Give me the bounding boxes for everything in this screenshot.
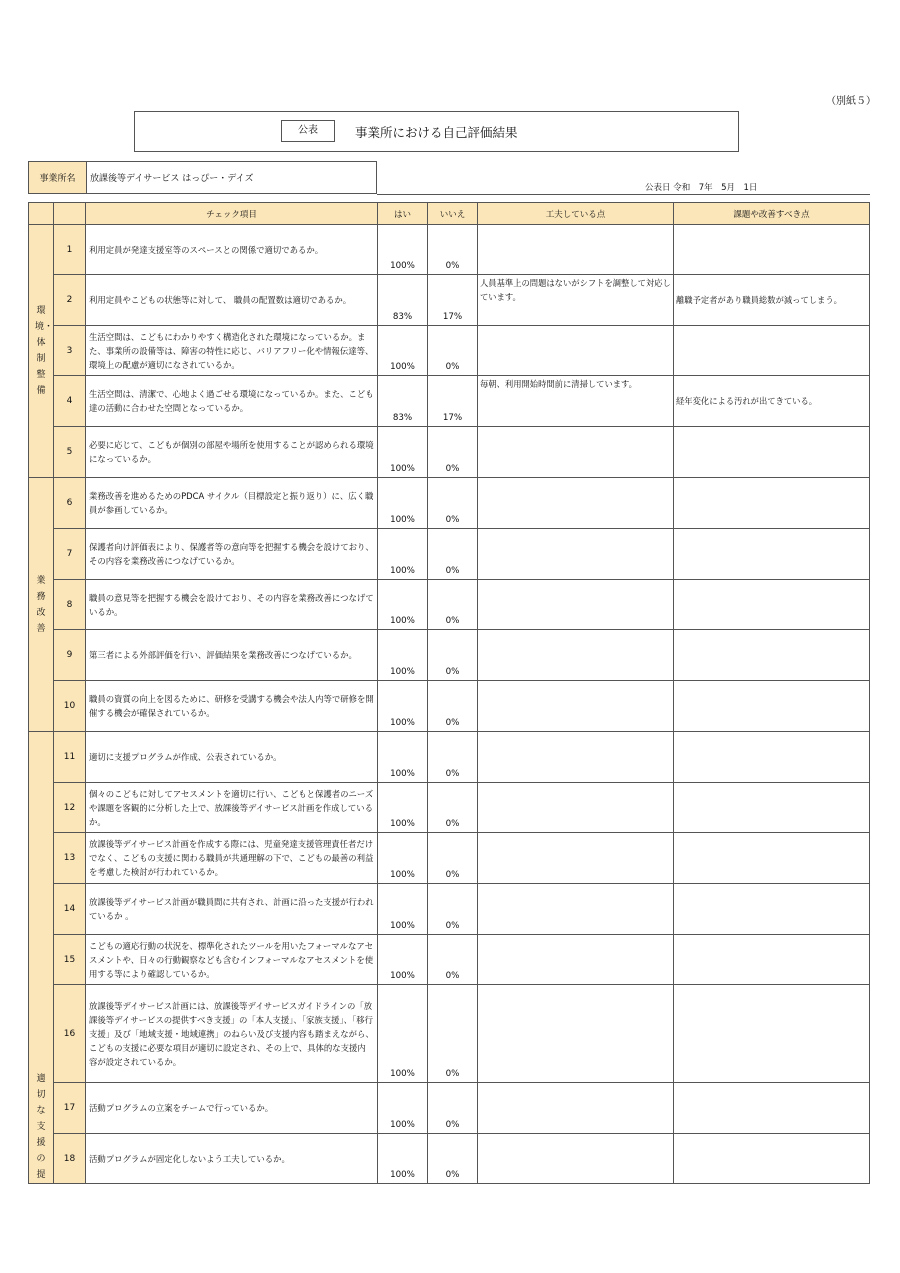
issue-note	[674, 225, 870, 275]
check-item-text: 職員の資質の向上を図るために、研修を受講する機会や法人内等で研修を開催する機会が確保されているか。	[86, 681, 378, 732]
no-percent: 0%	[428, 478, 478, 529]
check-item-text: 放課後等デイサービス計画が職員間に共有され、計画に沿った支援が行われているか 。	[86, 884, 378, 935]
effort-note	[478, 1134, 674, 1184]
header-issue: 課題や改善すべき点	[674, 203, 870, 225]
check-item-text: 活動プログラムの立案をチームで行っているか。	[86, 1083, 378, 1134]
row-number: 5	[54, 427, 86, 478]
publish-date: 公表日 令和 7年 5月 1日	[645, 183, 758, 193]
check-item-text: 保護者向け評価表により、保護者等の意向等を把握する機会を設けており、その内容を業務改善につなげているか。	[86, 529, 378, 580]
check-item-text: 活動プログラムが固定化しないよう工夫しているか。	[86, 1134, 378, 1184]
no-percent: 0%	[428, 833, 478, 884]
issue-note: 経年変化による汚れが出てきている。	[674, 376, 870, 427]
effort-note	[478, 985, 674, 1083]
row-number: 10	[54, 681, 86, 732]
yes-percent: 100%	[378, 732, 428, 783]
row-number: 18	[54, 1134, 86, 1184]
issue-note	[674, 326, 870, 376]
yes-percent: 83%	[378, 275, 428, 326]
issue-note	[674, 884, 870, 935]
publish-date-underline	[377, 194, 870, 195]
no-percent: 17%	[428, 376, 478, 427]
effort-note	[478, 630, 674, 681]
issue-note	[674, 783, 870, 833]
no-percent: 0%	[428, 935, 478, 985]
yes-percent: 100%	[378, 681, 428, 732]
category-cell	[29, 225, 54, 478]
table-row	[29, 529, 870, 580]
issue-note	[674, 1134, 870, 1184]
yes-percent: 100%	[378, 630, 428, 681]
check-item-text: 業務改善を進めるためのPDCA サイクル（目標設定と振り返り）に、広く職員が参画しているか。	[86, 478, 378, 529]
row-number: 11	[54, 732, 86, 783]
effort-note	[478, 427, 674, 478]
check-item-text: 生活空間は、清潔で、心地よく過ごせる環境になっているか。また、こども達の活動に合わせた空間となっているか。	[86, 376, 378, 427]
no-percent: 17%	[428, 275, 478, 326]
yes-percent: 100%	[378, 935, 428, 985]
check-item-text: 放課後等デイサービス計画を作成する際には、児童発達支援管理責任者だけでなく、こどもの支援に関わる職員が共通理解の下で、こどもの最善の利益を考慮した検討が行われているか。	[86, 833, 378, 884]
check-item-text: 必要に応じて、こどもが個別の部屋や場所を使用することが認められる環境になっているか。	[86, 427, 378, 478]
yes-percent: 100%	[378, 427, 428, 478]
issue-note	[674, 732, 870, 783]
table-header-row	[29, 203, 870, 225]
row-number: 16	[54, 985, 86, 1083]
yes-percent: 100%	[378, 833, 428, 884]
effort-note	[478, 478, 674, 529]
no-percent: 0%	[428, 732, 478, 783]
table-row	[29, 833, 870, 884]
table-row	[29, 580, 870, 630]
document-title: 事業所における自己評価結果	[355, 125, 518, 140]
issue-note	[674, 427, 870, 478]
row-number: 12	[54, 783, 86, 833]
header-effort: 工夫している点	[478, 203, 674, 225]
office-name-table	[28, 161, 377, 194]
row-number: 3	[54, 326, 86, 376]
effort-note	[478, 833, 674, 884]
office-label: 事業所名	[29, 162, 87, 193]
effort-note	[478, 225, 674, 275]
header-category	[29, 203, 54, 225]
table-row	[29, 275, 870, 326]
row-number: 6	[54, 478, 86, 529]
effort-note	[478, 884, 674, 935]
issue-note	[674, 580, 870, 630]
table-row	[29, 630, 870, 681]
row-number: 15	[54, 935, 86, 985]
effort-note	[478, 783, 674, 833]
category-label: 適切な支援の提	[36, 1074, 46, 1180]
issue-note	[674, 478, 870, 529]
category-label: 業務改善	[36, 575, 46, 634]
no-percent: 0%	[428, 985, 478, 1083]
row-number: 9	[54, 630, 86, 681]
yes-percent: 100%	[378, 225, 428, 275]
effort-note	[478, 732, 674, 783]
no-percent: 0%	[428, 1083, 478, 1134]
effort-note: 毎朝、利用開始時間前に清掃しています。	[478, 376, 674, 427]
category-label: 環境・体制整備	[35, 306, 54, 396]
check-item-text: 適切に支援プログラムが作成、公表されているか。	[86, 732, 378, 783]
table-row	[29, 935, 870, 985]
no-percent: 0%	[428, 783, 478, 833]
check-item-text: 放課後等デイサービス計画には、放課後等デイサービスガイドラインの「放課後等デイサービスの提供すべき支援」の「本人支援」、「家族支援」、「移行支援」及び「地域支援・地域連携」のねらい及び支援内容も踏まえながら、こどもの支援に必要な項目が適切に設定され、その上で、具体的な支援内容が設定されているか。	[86, 985, 378, 1083]
no-percent: 0%	[428, 1134, 478, 1184]
issue-note	[674, 681, 870, 732]
effort-note	[478, 935, 674, 985]
row-number: 14	[54, 884, 86, 935]
no-percent: 0%	[428, 326, 478, 376]
issue-note	[674, 833, 870, 884]
no-percent: 0%	[428, 630, 478, 681]
table-row	[29, 1134, 870, 1184]
yes-percent: 100%	[378, 884, 428, 935]
row-number: 8	[54, 580, 86, 630]
table-row	[29, 225, 870, 275]
table-row	[29, 985, 870, 1083]
row-number: 2	[54, 275, 86, 326]
check-item-text: 利用定員が発達支援室等のスペースとの関係で適切であるか。	[86, 225, 378, 275]
yes-percent: 100%	[378, 326, 428, 376]
no-percent: 0%	[428, 427, 478, 478]
yes-percent: 100%	[378, 478, 428, 529]
no-percent: 0%	[428, 681, 478, 732]
no-percent: 0%	[428, 225, 478, 275]
no-percent: 0%	[428, 529, 478, 580]
publication-badge: 公表	[281, 120, 335, 142]
table-row	[29, 427, 870, 478]
office-name: 放課後等デイサービス はっぴー・デイズ	[90, 174, 254, 184]
category-cell	[29, 732, 54, 1184]
row-number: 4	[54, 376, 86, 427]
yes-percent: 83%	[378, 376, 428, 427]
row-number: 7	[54, 529, 86, 580]
no-percent: 0%	[428, 884, 478, 935]
category-cell	[29, 478, 54, 732]
no-percent: 0%	[428, 580, 478, 630]
table-row	[29, 376, 870, 427]
yes-percent: 100%	[378, 985, 428, 1083]
check-item-text: 職員の意見等を把握する機会を設けており、その内容を業務改善につなげているか。	[86, 580, 378, 630]
table-row	[29, 732, 870, 783]
header-number	[54, 203, 86, 225]
table-row	[29, 478, 870, 529]
issue-note: 離職予定者があり職員総数が減ってしまう。	[674, 275, 870, 326]
yes-percent: 100%	[378, 529, 428, 580]
effort-note	[478, 529, 674, 580]
yes-percent: 100%	[378, 1083, 428, 1134]
table-row	[29, 681, 870, 732]
row-number: 13	[54, 833, 86, 884]
attachment-label: （別紙５）	[826, 96, 876, 107]
yes-percent: 100%	[378, 1134, 428, 1184]
table-row	[29, 884, 870, 935]
header-no: いいえ	[428, 203, 478, 225]
issue-note	[674, 985, 870, 1083]
issue-note	[674, 935, 870, 985]
table-row	[29, 326, 870, 376]
check-item-text: 利用定員やこどもの状態等に対して、 職員の配置数は適切であるか。	[86, 275, 378, 326]
table-row	[29, 1083, 870, 1134]
check-item-text: こどもの適応行動の状況を、標準化されたツールを用いたフォーマルなアセスメントや、日々の行動観察なども含むインフォーマルなアセスメントを使用する等により確認しているか。	[86, 935, 378, 985]
issue-note	[674, 1083, 870, 1134]
effort-note	[478, 1083, 674, 1134]
check-item-text: 個々のこどもに対してアセスメントを適切に行い、こどもと保護者のニーズや課題を客観的に分析した上で、放課後等デイサービス計画を作成しているか。	[86, 783, 378, 833]
effort-note: 人員基準上の問題はないがシフトを調整して対応しています。	[478, 275, 674, 326]
effort-note	[478, 326, 674, 376]
table-row	[29, 783, 870, 833]
header-check-item: チェック項目	[86, 203, 378, 225]
effort-note	[478, 580, 674, 630]
check-item-text: 生活空間は、こどもにわかりやすく構造化された環境になっているか。また、事業所の設備等は、障害の特性に応じ、バリアフリー化や情報伝達等、環境上の配慮が適切になされているか。	[86, 326, 378, 376]
check-item-text: 第三者による外部評価を行い、評価結果を業務改善につなげているか。	[86, 630, 378, 681]
issue-note	[674, 630, 870, 681]
evaluation-table	[28, 202, 870, 1184]
header-yes: はい	[378, 203, 428, 225]
row-number: 1	[54, 225, 86, 275]
issue-note	[674, 529, 870, 580]
effort-note	[478, 681, 674, 732]
row-number: 17	[54, 1083, 86, 1134]
yes-percent: 100%	[378, 580, 428, 630]
yes-percent: 100%	[378, 783, 428, 833]
